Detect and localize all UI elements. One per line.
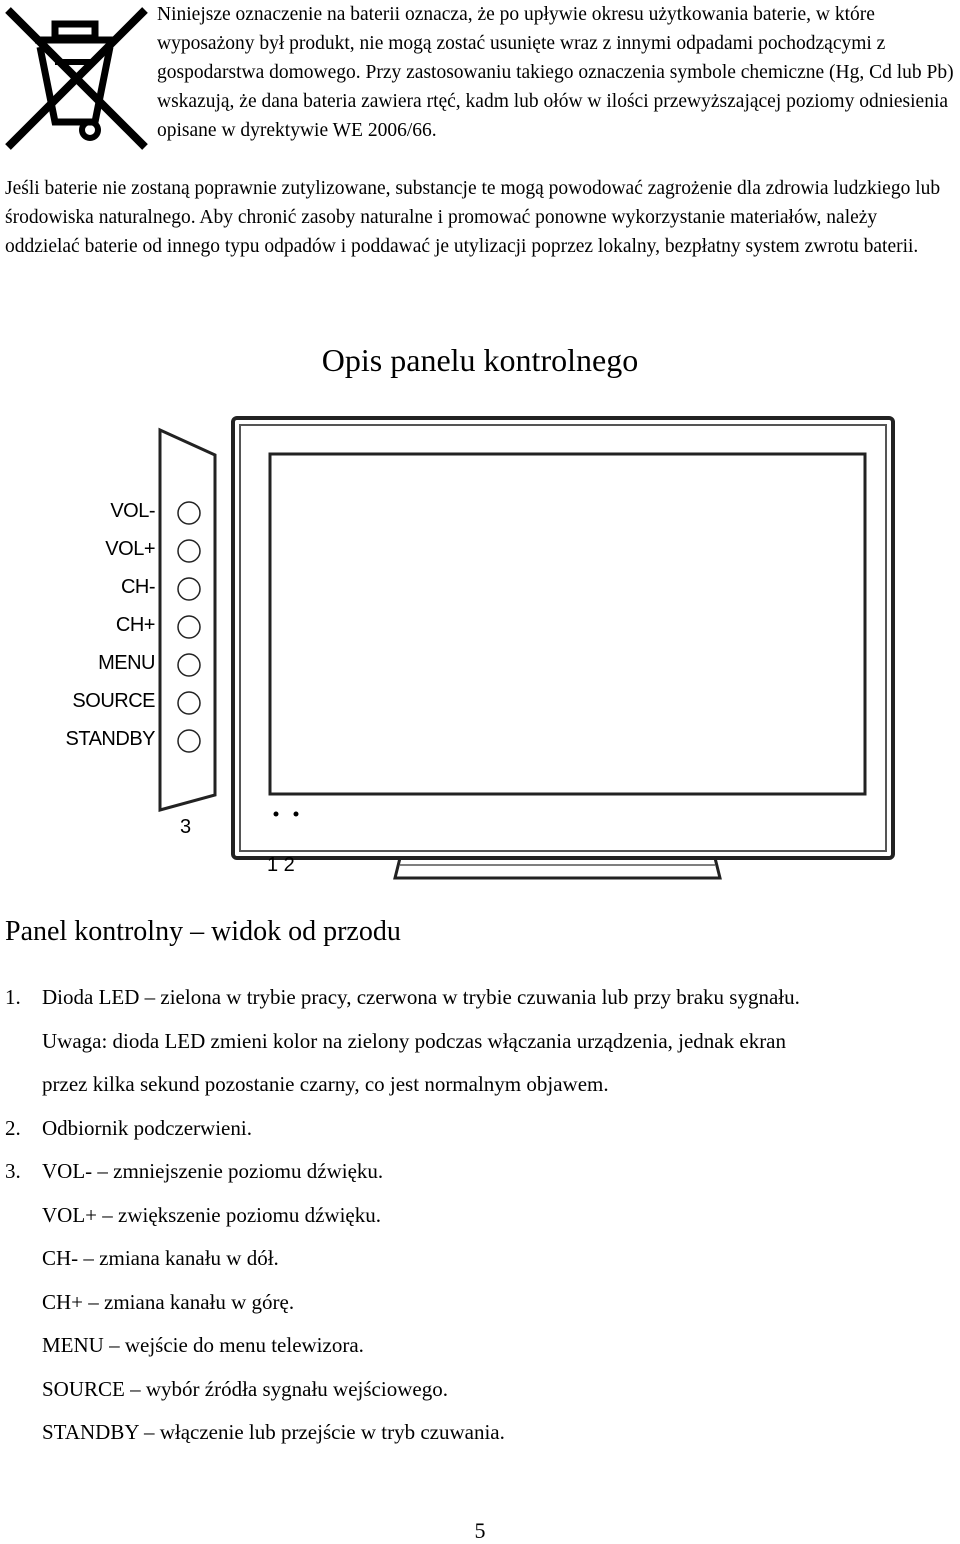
intro-paragraph-continued [5,174,955,261]
callout-front: 1 2 [267,854,295,876]
label-ch-plus: CH+ [115,614,155,636]
led-indicator [274,812,279,817]
crossed-out-wheelie-bin-icon [0,2,150,152]
list-item-text: Uwaga: dioda LED zmieni kolor na zielony podczas włączania urządzenia, jednak ekran [42,1029,787,1053]
list-item [0,1372,960,1406]
list-item [0,1415,960,1449]
list-item-text: VOL+ – zwiększenie poziomu dźwięku. [42,1203,381,1227]
figure-caption: Panel kontrolny – widok od przodu [5,916,401,947]
list-item-text: CH+ – zmiana kanału w górę. [42,1290,295,1314]
list-item [0,1198,960,1232]
list-item [0,1067,960,1101]
label-vol-minus: VOL- [110,500,155,522]
list-item-text: Dioda LED – zielona w trybie pracy, czerwona w trybie czuwania lub przy braku sygnału. [42,985,800,1009]
intro-paragraph [157,0,957,145]
list-item-text: CH- – zmiana kanału w dół. [42,1246,279,1270]
list-item [0,1024,960,1058]
tv-front-panel-figure [0,410,960,900]
list-item-text: Odbiornik podczerwieni. [42,1116,252,1140]
list-item-number: 1. [5,985,21,1009]
section-title: Opis panelu kontrolnego [321,342,639,378]
ir-receiver [294,812,299,817]
callout-panel: 3 [180,816,192,838]
list-item-text: przez kilka sekund pozostanie czarny, co jest normalnym objawem. [42,1072,609,1096]
list-item [0,1285,960,1319]
list-item-text: STANDBY – włączenie lub przejście w tryb czuwania. [42,1420,505,1444]
list-item [0,980,960,1014]
label-ch-minus: CH- [120,576,155,598]
list-item-text: VOL- – zmniejszenie poziomu dźwięku. [42,1159,384,1183]
intro-text-continued: Jeśli baterie nie zostaną poprawnie zutylizowane, substancje te mogą powodować zagrożenie dla zdrowia ludzkiego lub środowiska naturalnego. Aby chronić zasoby naturalne i promować ponowne wykorzystanie materiałów, należy oddzielać baterie od innego typu odpadów i poddawać je utylizacji poprzez lokalny, bezpłatny system zwrotu baterii. [5,178,941,257]
label-standby: STANDBY [65,728,155,750]
list-item-number: 3. [5,1159,21,1183]
list-item-text: SOURCE – wybór źródła sygnału wejściowego. [42,1377,448,1401]
label-source: SOURCE [72,690,155,712]
page-number: 5 [474,1518,486,1543]
list-item [0,1154,960,1188]
label-vol-plus: VOL+ [105,538,155,560]
list-item [0,1328,960,1362]
label-menu: MENU [98,652,155,674]
list-item [0,1111,960,1145]
list-item-text: MENU – wejście do menu telewizora. [42,1333,364,1357]
list-item [0,1241,960,1275]
intro-text: Niniejsze oznaczenie na baterii oznacza, że po upływie okresu użytkowania baterie, w które wyposażony był produkt, nie mogą zostać usunięte wraz z innymi odpadami pochodzącymi z gospodarstwa domowego. Przy zastosowaniu takiego oznaczenia symbole chemiczne (Hg, Cd lub Pb) wskazują, że dana bateria zawiera rtęć, kadm lub ołów w ilości przewyższającej poziomy odniesienia opisane w dyrektywie WE 2006/66. [157,4,954,141]
list-item-number: 2. [5,1116,21,1140]
